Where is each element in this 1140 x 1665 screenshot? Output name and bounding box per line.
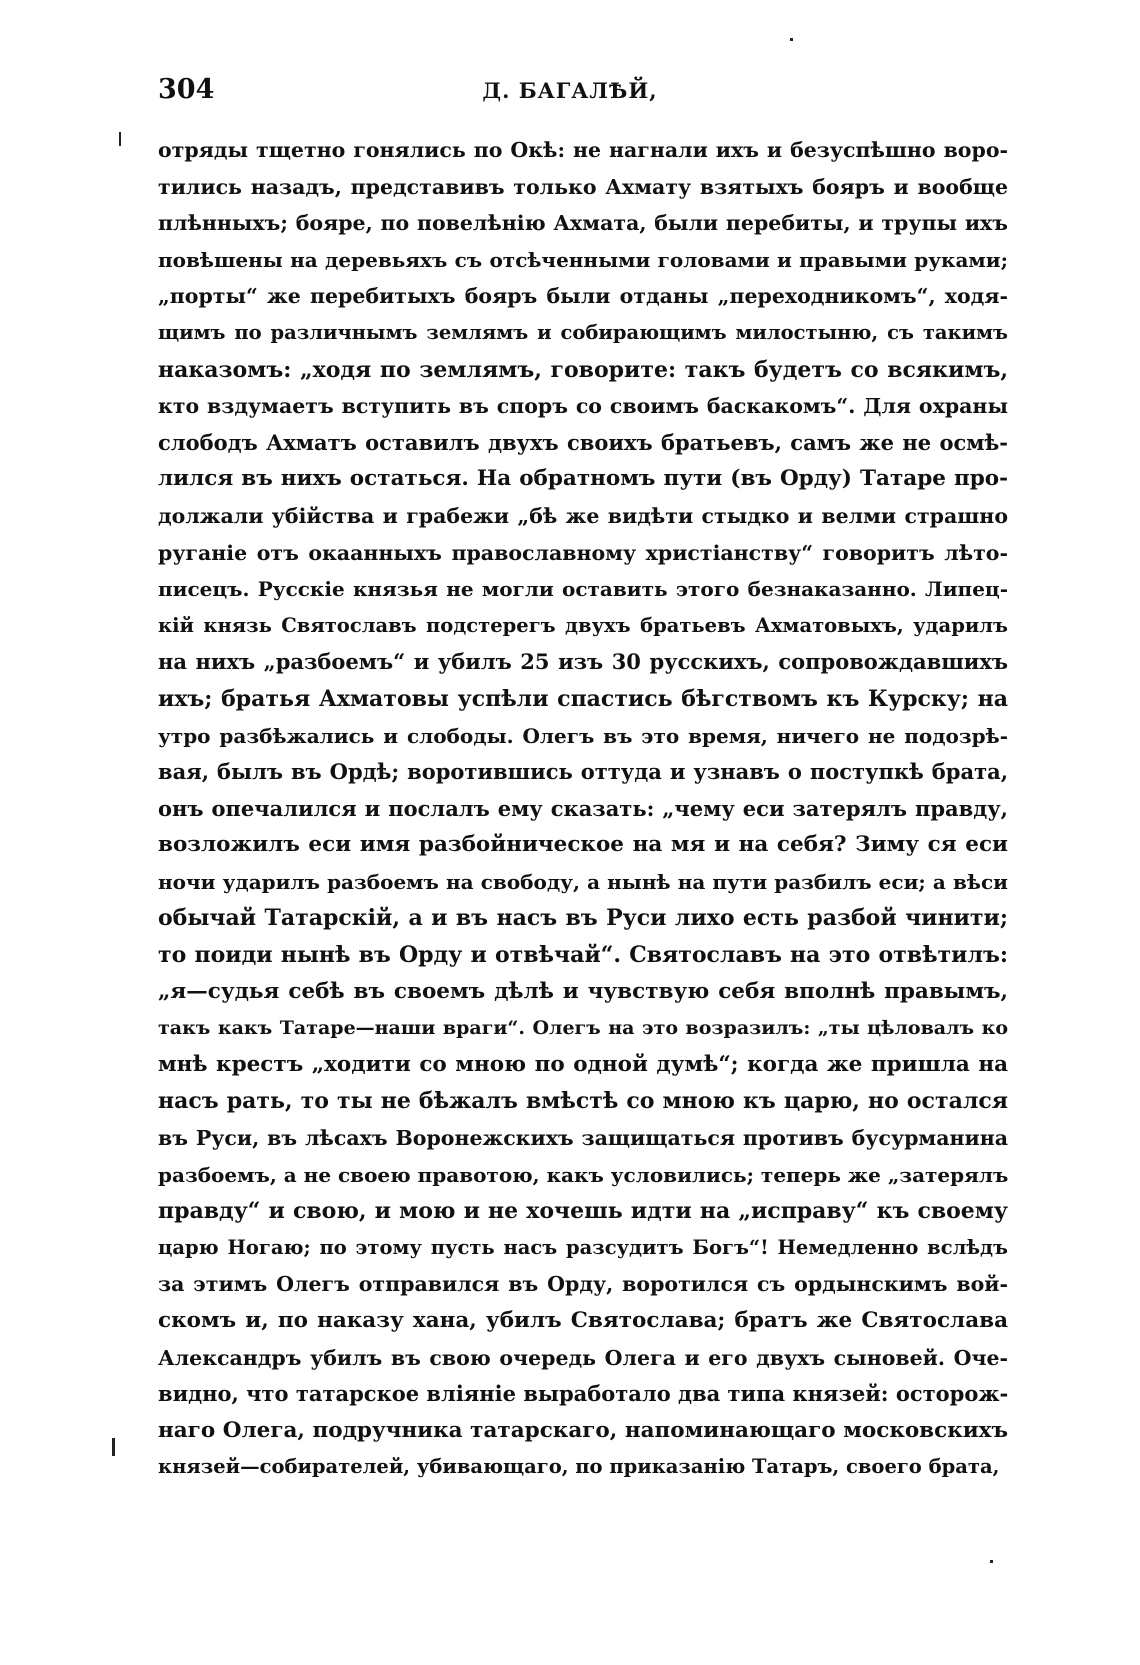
text-line: видно, что татарское вліяніе выработало два типа князей: осторож- — [158, 1381, 1008, 1407]
text-line: князей—собирателей, убивающаго, по приказанію Татаръ, своего брата, — [158, 1455, 1000, 1479]
text-line: тились назадъ, представивъ только Ахмату взятыхъ бояръ и вообще — [158, 174, 1008, 199]
text-line: руганіе отъ окаанныхъ православному христіанству“ говоритъ лѣто- — [158, 540, 1008, 565]
text-line: царю Ногаю; по этому пусть насъ разсудитъ Богъ“! Немедленно вслѣдъ — [158, 1235, 1008, 1259]
text-line: кій князь Святославъ подстерегъ двухъ братьевъ Ахматовыхъ, ударилъ — [158, 613, 1008, 637]
scan-speck — [119, 132, 121, 146]
main-text-block — [158, 132, 1008, 1486]
text-line: лился въ нихъ остаться. На обратномъ пути (въ Орду) Татаре про- — [158, 466, 1008, 492]
text-line: правду“ и свою, и мою и не хочешь идти на „исправу“ къ своему — [158, 1198, 1008, 1225]
text-line: обычай Татарскій, а и въ насъ въ Руси лихо есть разбой чинити; — [158, 905, 1008, 932]
text-line: скомъ и, по наказу хана, убилъ Святослава; братъ же Святослава — [158, 1308, 1008, 1333]
scan-speck — [990, 1560, 993, 1563]
text-line: вая, былъ въ Ордѣ; воротившись оттуда и узнавъ о поступкѣ брата, — [158, 759, 1008, 785]
text-line: ночи ударилъ разбоемъ на свободу, а нынѣ на пути разбилъ еси; а вѣси — [158, 869, 1008, 894]
text-line: такъ какъ Татаре—наши враги“. Олегъ на это возразилъ: „ты цѣловалъ ко — [158, 1017, 1008, 1040]
text-line: слободъ Ахматъ оставилъ двухъ своихъ братьевъ, самъ же не осмѣ- — [158, 429, 1008, 455]
text-line: Александръ убилъ въ свою очередь Олега и его двухъ сыновей. Оче- — [158, 1345, 1008, 1370]
page-number: 304 — [158, 74, 215, 105]
text-line: „порты“ же перебитыхъ бояръ были отданы „переходникомъ“, ходя- — [158, 284, 1008, 309]
text-line: плѣнныхъ; бояре, по повелѣнію Ахмата, были перебиты, и трупы ихъ — [158, 211, 1008, 236]
scan-speck — [790, 38, 793, 41]
text-line: мнѣ крестъ „ходити со мною по одной думѣ“; когда же пришла на — [158, 1051, 1008, 1077]
text-line: ихъ; братья Ахматовы успѣли спастись бѣгствомъ къ Курску; на — [158, 685, 1008, 712]
text-line: въ Руси, въ лѣсахъ Воронежскихъ защищаться противъ бусурманина — [158, 1126, 1008, 1151]
text-line: „я—судья себѣ въ своемъ дѣлѣ и чувствую себя вполнѣ правымъ, — [158, 978, 1008, 1004]
text-line: утро разбѣжались и слободы. Олегъ въ это время, ничего не подозрѣ- — [158, 723, 1008, 748]
text-line: разбоемъ, а не своею правотою, какъ условились; теперь же „затерялъ — [158, 1162, 1008, 1187]
text-line: писецъ. Русскіе князья не могли оставить этого безнаказанно. Липец- — [158, 577, 1008, 602]
text-line: кто вздумаетъ вступить въ споръ со своимъ баскакомъ“. Для охраны — [158, 394, 1008, 419]
text-line: насъ рать, то ты не бѣжалъ вмѣстѣ со мною къ царю, но остался — [158, 1088, 1008, 1115]
text-line: то поиди нынѣ въ Орду и отвѣчай“. Святославъ на это отвѣтилъ: — [158, 942, 1008, 969]
text-line: за этимъ Олегъ отправился въ Орду, воротился съ ордынскимъ вой- — [158, 1272, 1008, 1297]
text-line: на нихъ „разбоемъ“ и убилъ 25 изъ 30 русскихъ, сопровождавшихъ — [158, 649, 1008, 675]
text-line: повѣшены на деревьяхъ съ отсѣченными головами и правыми руками; — [158, 247, 1008, 272]
text-line: наго Олега, подручника татарскаго, напоминающаго московскихъ — [158, 1417, 1008, 1443]
running-title: Д. БАГАЛѢЙ, — [482, 78, 658, 103]
text-line: возложилъ еси имя разбойническое на мя и на себя? Зиму ся еси — [158, 832, 1008, 858]
text-line: отряды тщетно гонялись по Окѣ: не нагнали ихъ и безуспѣшно воро- — [158, 138, 1008, 162]
text-line: онъ опечалился и послалъ ему сказать: „чему еси затерялъ правду, — [158, 795, 1008, 821]
text-line: щимъ по различнымъ землямъ и собирающимъ милостыню, съ такимъ — [158, 320, 1008, 344]
scan-speck — [112, 1438, 115, 1456]
text-line: наказомъ: „ходя по землямъ, говорите: такъ будетъ со всякимъ, — [158, 356, 1008, 383]
text-line: должали убійства и грабежи „бѣ же видѣти стыдко и велми страшно — [158, 503, 1008, 528]
